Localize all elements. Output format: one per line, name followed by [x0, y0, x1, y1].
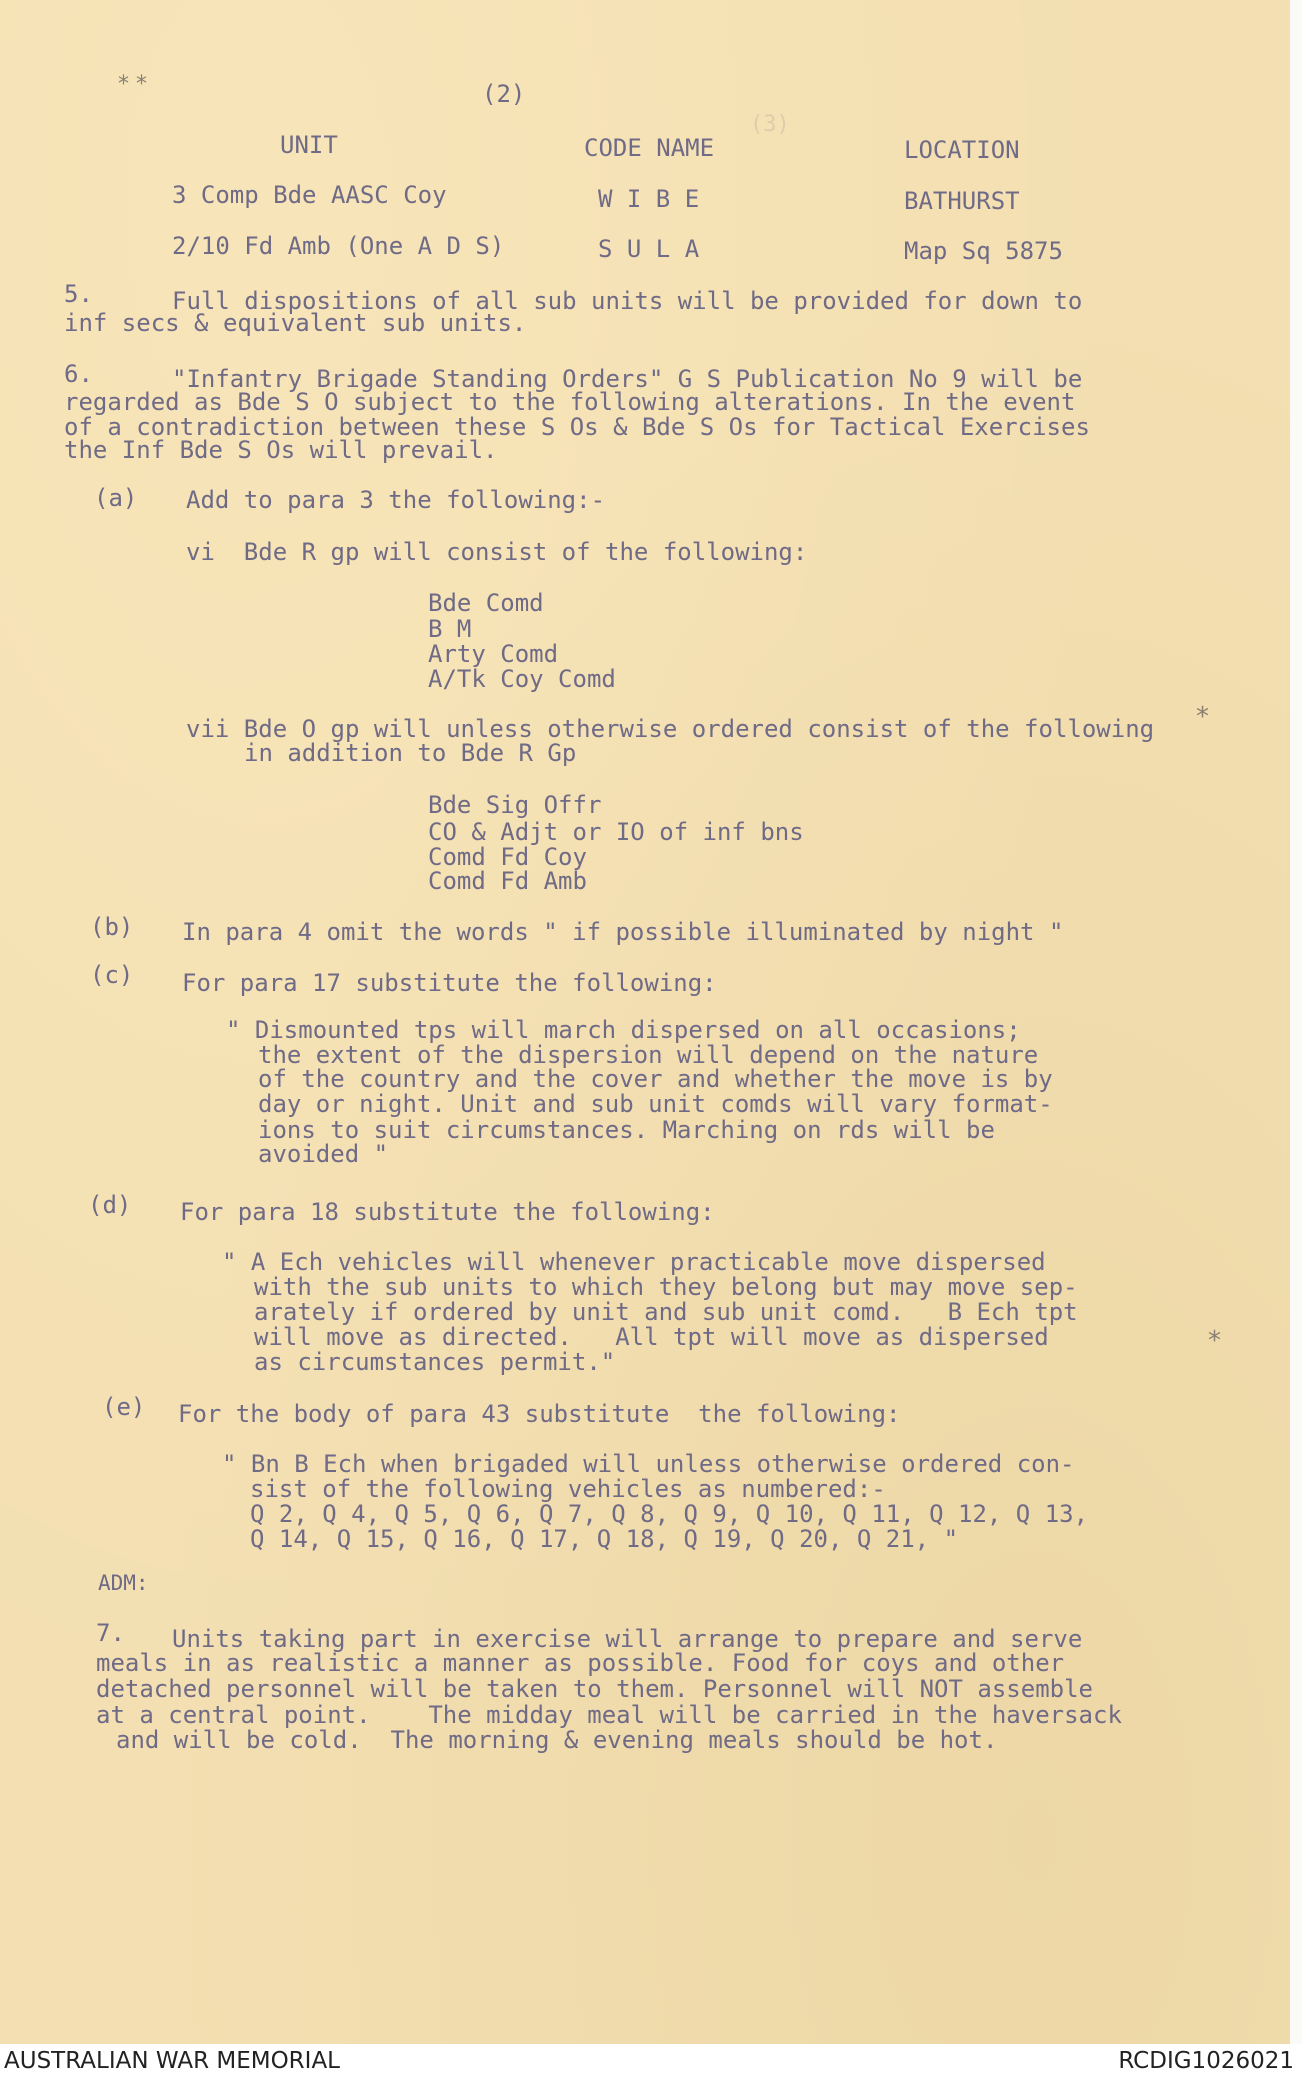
list-item: CO & Adjt or IO of inf bns	[428, 818, 804, 846]
item-label: (b)	[90, 913, 134, 941]
quote-line: " A Ech vehicles will whenever practicable move dispersed	[222, 1248, 1046, 1276]
quote-line: ions to suit circumstances. Marching on rds will be	[258, 1116, 995, 1144]
section-heading-adm: ADM:	[98, 1571, 149, 1595]
table-cell-location: Map Sq 5875	[904, 237, 1063, 265]
table-cell-unit: 2/10 Fd Amb (One A D S)	[172, 232, 505, 260]
item-label: (a)	[94, 484, 138, 512]
paragraph-number: 5.	[64, 280, 93, 308]
paragraph-5-line: inf secs & equivalent sub units.	[64, 309, 527, 337]
paragraph-6-line: "Infantry Brigade Standing Orders" G S Publication No 9 will be	[172, 365, 1083, 393]
item-label: (d)	[88, 1191, 132, 1219]
quote-line: of the country and the cover and whether the move is by	[258, 1065, 1053, 1093]
quote-line: Q 14, Q 15, Q 16, Q 17, Q 18, Q 19, Q 20, Q 21, "	[250, 1525, 959, 1553]
item-a-vi: vi Bde R gp will consist of the following:	[186, 538, 808, 566]
item-label: (c)	[90, 961, 134, 989]
item-d-text: For para 18 substitute the following:	[180, 1198, 715, 1226]
quote-line: " Bn B Ech when brigaded will unless otherwise ordered con-	[222, 1450, 1075, 1478]
item-a-vii: vii Bde O gp will unless otherwise ordered consist of the following	[186, 715, 1155, 743]
item-b-text: In para 4 omit the words " if possible illuminated by night "	[182, 918, 1064, 946]
column-header-unit: UNIT	[280, 131, 338, 159]
bleed-through-mark: (3)	[750, 112, 790, 137]
column-header-code-name: CODE NAME	[584, 134, 715, 162]
paragraph-number: 6.	[64, 360, 93, 388]
paragraph-7-line: meals in as realistic a manner as possible. Food for coys and other	[96, 1649, 1065, 1677]
quote-line: sist of the following vehicles as numbered:-	[250, 1475, 886, 1503]
footer-institution: AUSTRALIAN WAR MEMORIAL	[4, 2048, 340, 2074]
quote-line: Q 2, Q 4, Q 5, Q 6, Q 7, Q 8, Q 9, Q 10, Q 11, Q 12, Q 13,	[250, 1500, 1089, 1528]
paragraph-7-line: at a central point. The midday meal will be carried in the haversack	[96, 1701, 1122, 1729]
pin-mark: *	[1208, 1326, 1221, 1356]
pin-mark: * *	[118, 72, 147, 97]
quote-line: day or night. Unit and sub unit comds will vary format-	[258, 1090, 1053, 1118]
paragraph-number: 7.	[96, 1619, 125, 1647]
paragraph-5-line: Full dispositions of all sub units will be provided for down to	[172, 287, 1083, 315]
quote-line: the extent of the dispersion will depend on the nature	[258, 1041, 1039, 1069]
table-cell-code-name: S U L A	[598, 235, 700, 263]
quote-line: will move as directed. All tpt will move as dispersed	[254, 1323, 1049, 1351]
column-header-location: LOCATION	[904, 136, 1020, 164]
quote-line: with the sub units to which they belong but may move sep-	[254, 1273, 1078, 1301]
quote-line: " Dismounted tps will march dispersed on all occasions;	[226, 1016, 1021, 1044]
footer-record-id: RCDIG1026021	[1118, 2048, 1294, 2074]
list-item: A/Tk Coy Comd	[428, 665, 616, 693]
paragraph-6-line: the Inf Bde S Os will prevail.	[64, 436, 498, 464]
paragraph-6-line: of a contradiction between these S Os & Bde S Os for Tactical Exercises	[64, 413, 1090, 441]
table-cell-location: BATHURST	[904, 187, 1020, 215]
item-e-text: For the body of para 43 substitute the following:	[178, 1400, 901, 1428]
paragraph-7-line: and will be cold. The morning & evening meals should be hot.	[116, 1726, 998, 1754]
list-item: Bde Sig Offr	[428, 791, 602, 819]
list-item: Bde Comd	[428, 589, 544, 617]
table-cell-code-name: W I B E	[598, 185, 700, 213]
quote-line: arately if ordered by unit and sub unit comd. B Ech tpt	[254, 1298, 1078, 1326]
pin-mark: *	[1196, 702, 1209, 732]
list-item: Arty Comd	[428, 640, 559, 668]
paragraph-7-line: detached personnel will be taken to them. Personnel will NOT assemble	[96, 1675, 1093, 1703]
list-item: Comd Fd Coy	[428, 843, 587, 871]
quote-line: as circumstances permit."	[254, 1348, 616, 1376]
table-cell-unit: 3 Comp Bde AASC Coy	[172, 181, 447, 209]
list-item: Comd Fd Amb	[428, 867, 587, 895]
item-label: (e)	[102, 1393, 146, 1421]
paragraph-7-line: Units taking part in exercise will arrange to prepare and serve	[172, 1625, 1083, 1653]
page-number: (2)	[482, 80, 526, 108]
paragraph-6-line: regarded as Bde S O subject to the following alterations. In the event	[64, 388, 1076, 416]
item-a-vii: in addition to Bde R Gp	[244, 739, 577, 767]
page-edge	[1290, 0, 1302, 2044]
item-c-text: For para 17 substitute the following:	[182, 969, 717, 997]
item-a-text: Add to para 3 the following:-	[186, 486, 606, 514]
quote-line: avoided "	[258, 1140, 389, 1168]
list-item: B M	[428, 615, 472, 643]
